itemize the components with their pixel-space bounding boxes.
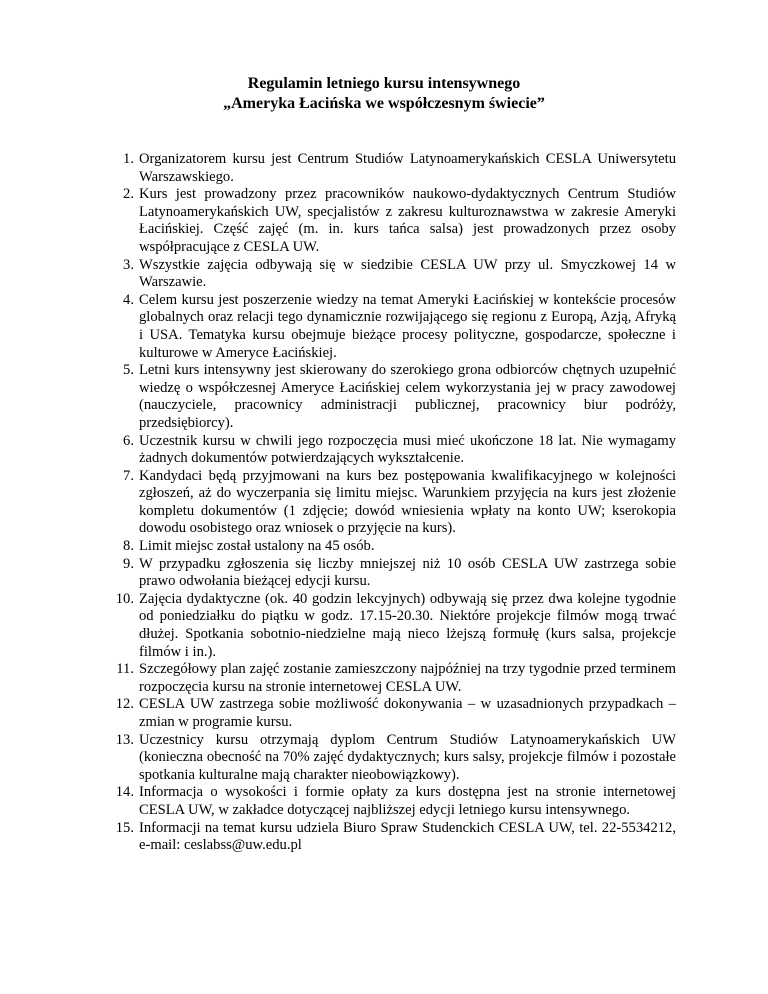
title-line-1: Regulamin letniego kursu intensywnego: [247, 75, 521, 92]
rule-text: Limit miejsc został ustalony na 45 osób.: [139, 538, 375, 555]
rule-text: Kandydaci będą przyjmowani na kurs bez postępowania kwalifikacyjnego w kolejności zgłoszeń, aż do wyczerpania się limitu miejsc. Warunkiem przyjęcia na kurs jest złożenie kompletu dokumentów (1 zdjęcie; dowód wniesienia wpłaty na konto UW; kserokopia dowodu osobistego oraz wniosek o przyjęcie na kurs).: [139, 467, 676, 537]
rule-number: 7.: [123, 467, 134, 484]
rule-item: [108, 186, 676, 256]
rule-item: [108, 468, 676, 538]
rule-text: Wszystkie zajęcia odbywają się w siedzibie CESLA UW przy ul. Smyczkowej 14 w Warszawie.: [139, 256, 676, 291]
rule-number: 9.: [123, 555, 134, 572]
rule-text: Uczestnik kursu w chwili jego rozpoczęcia musi mieć ukończone 18 lat. Nie wymagamy żadnych dokumentów potwierdzających wykształcenie.: [139, 432, 676, 467]
rule-item: [108, 257, 676, 292]
rule-item: [108, 696, 676, 731]
rule-item: [108, 661, 676, 696]
rule-item: [108, 820, 676, 855]
rule-number: 14.: [115, 784, 134, 801]
rule-number: 10.: [115, 590, 134, 607]
rule-item: [108, 292, 676, 362]
rule-text: Letni kurs intensywny jest skierowany do szerokiego grona odbiorców chętnych uzupełnić wiedzę o współczesnej Ameryce Łacińskiej celem wykorzystania jej w pracy zawodowej (nauczyciele, pracownicy administracji publicznej, pracownicy biur podróży, przedsiębiorcy).: [139, 362, 676, 431]
rule-number: 6.: [123, 432, 134, 449]
rule-text: Informacja o wysokości i formie opłaty za kurs dostępna jest na stronie internetowej CESLA UW, w zakładce dotyczącej najbliższej edycji letniego kursu intensywnego.: [139, 784, 676, 818]
rule-text: Celem kursu jest poszerzenie wiedzy na temat Ameryki Łacińskiej w kontekście procesów globalnych oraz relacji tego dynamicznie rozwijającego się regionu z Europą, Azją, Afryką i USA. Tematyka kursu obejmuje bieżące procesy polityczne, gospodarcze, społeczne i kulturowe w Ameryce Łacińskiej.: [139, 291, 676, 361]
rule-text: CESLA UW zastrzega sobie możliwość dokonywania – w uzasadnionych przypadkach – zmian w programie kursu.: [139, 696, 676, 730]
rule-text: Szczegółowy plan zajęć zostanie zamieszczony najpóźniej na trzy tygodnie przed terminem rozpoczęcia kursu na stronie internetowej CESLA UW.: [139, 661, 676, 695]
rule-number: 2.: [123, 186, 134, 203]
rule-text: Kurs jest prowadzony przez pracowników naukowo-dydaktycznych Centrum Studiów Latynoamerykańskich UW, specjalistów z zakresu kulturoznawstwa w zakresie Ameryki Łacińskiej. Część zajęć (m. in. kurs tańca salsa) jest prowadzonych przez osoby współpracujące z CESLA UW.: [139, 186, 676, 255]
title-line-2: „Ameryka Łacińska we współczesnym świecie”: [223, 95, 545, 112]
rule-number: 4.: [123, 291, 134, 308]
rule-number: 5.: [123, 362, 134, 379]
rule-number: 13.: [115, 731, 134, 748]
rule-number: 3.: [123, 256, 134, 273]
rules-list: [108, 151, 676, 855]
rule-item: [108, 784, 676, 819]
rule-number: 15.: [115, 819, 134, 836]
rule-item: [108, 151, 676, 186]
rule-number: 8.: [123, 538, 134, 555]
rule-number: 1.: [123, 151, 134, 167]
rule-item: [108, 433, 676, 468]
rule-item: [108, 556, 676, 591]
document-title: [0, 74, 768, 114]
rule-item: [108, 732, 676, 785]
rule-text: Zajęcia dydaktyczne (ok. 40 godzin lekcyjnych) odbywają się przez dwa kolejne tygodnie od poniedziałku do piątku w godz. 17.15-20.30. Niektóre projekcje filmów mogą trwać dłużej. Spotkania sobotnio-niedzielne mają nieco lżejszą formułę (kurs salsa, projekcje filmów i in.).: [139, 590, 676, 660]
rule-item: [108, 362, 676, 432]
rule-text: Informacji na temat kursu udziela Biuro Spraw Studenckich CESLA UW, tel. 22-5534212, e-mail: ceslabss@uw.edu.pl: [139, 819, 676, 854]
rule-text: Uczestnicy kursu otrzymają dyplom Centrum Studiów Latynoamerykańskich UW (konieczna obecność na 70% zajęć dydaktycznych; kurs salsy, projekcje filmów i pozostałe spotkania kulturalne mają charakter nieobowiązkowy).: [139, 731, 676, 783]
rule-item: [108, 591, 676, 661]
rule-item: [108, 538, 676, 556]
rule-text: W przypadku zgłoszenia się liczby mniejszej niż 10 osób CESLA UW zastrzega sobie prawo odwołania bieżącej edycji kursu.: [139, 555, 676, 590]
rule-number: 11.: [116, 661, 134, 678]
rule-text: Organizatorem kursu jest Centrum Studiów Latynoamerykańskich CESLA Uniwersytetu Warszawskiego.: [139, 151, 676, 185]
rule-number: 12.: [115, 696, 134, 713]
